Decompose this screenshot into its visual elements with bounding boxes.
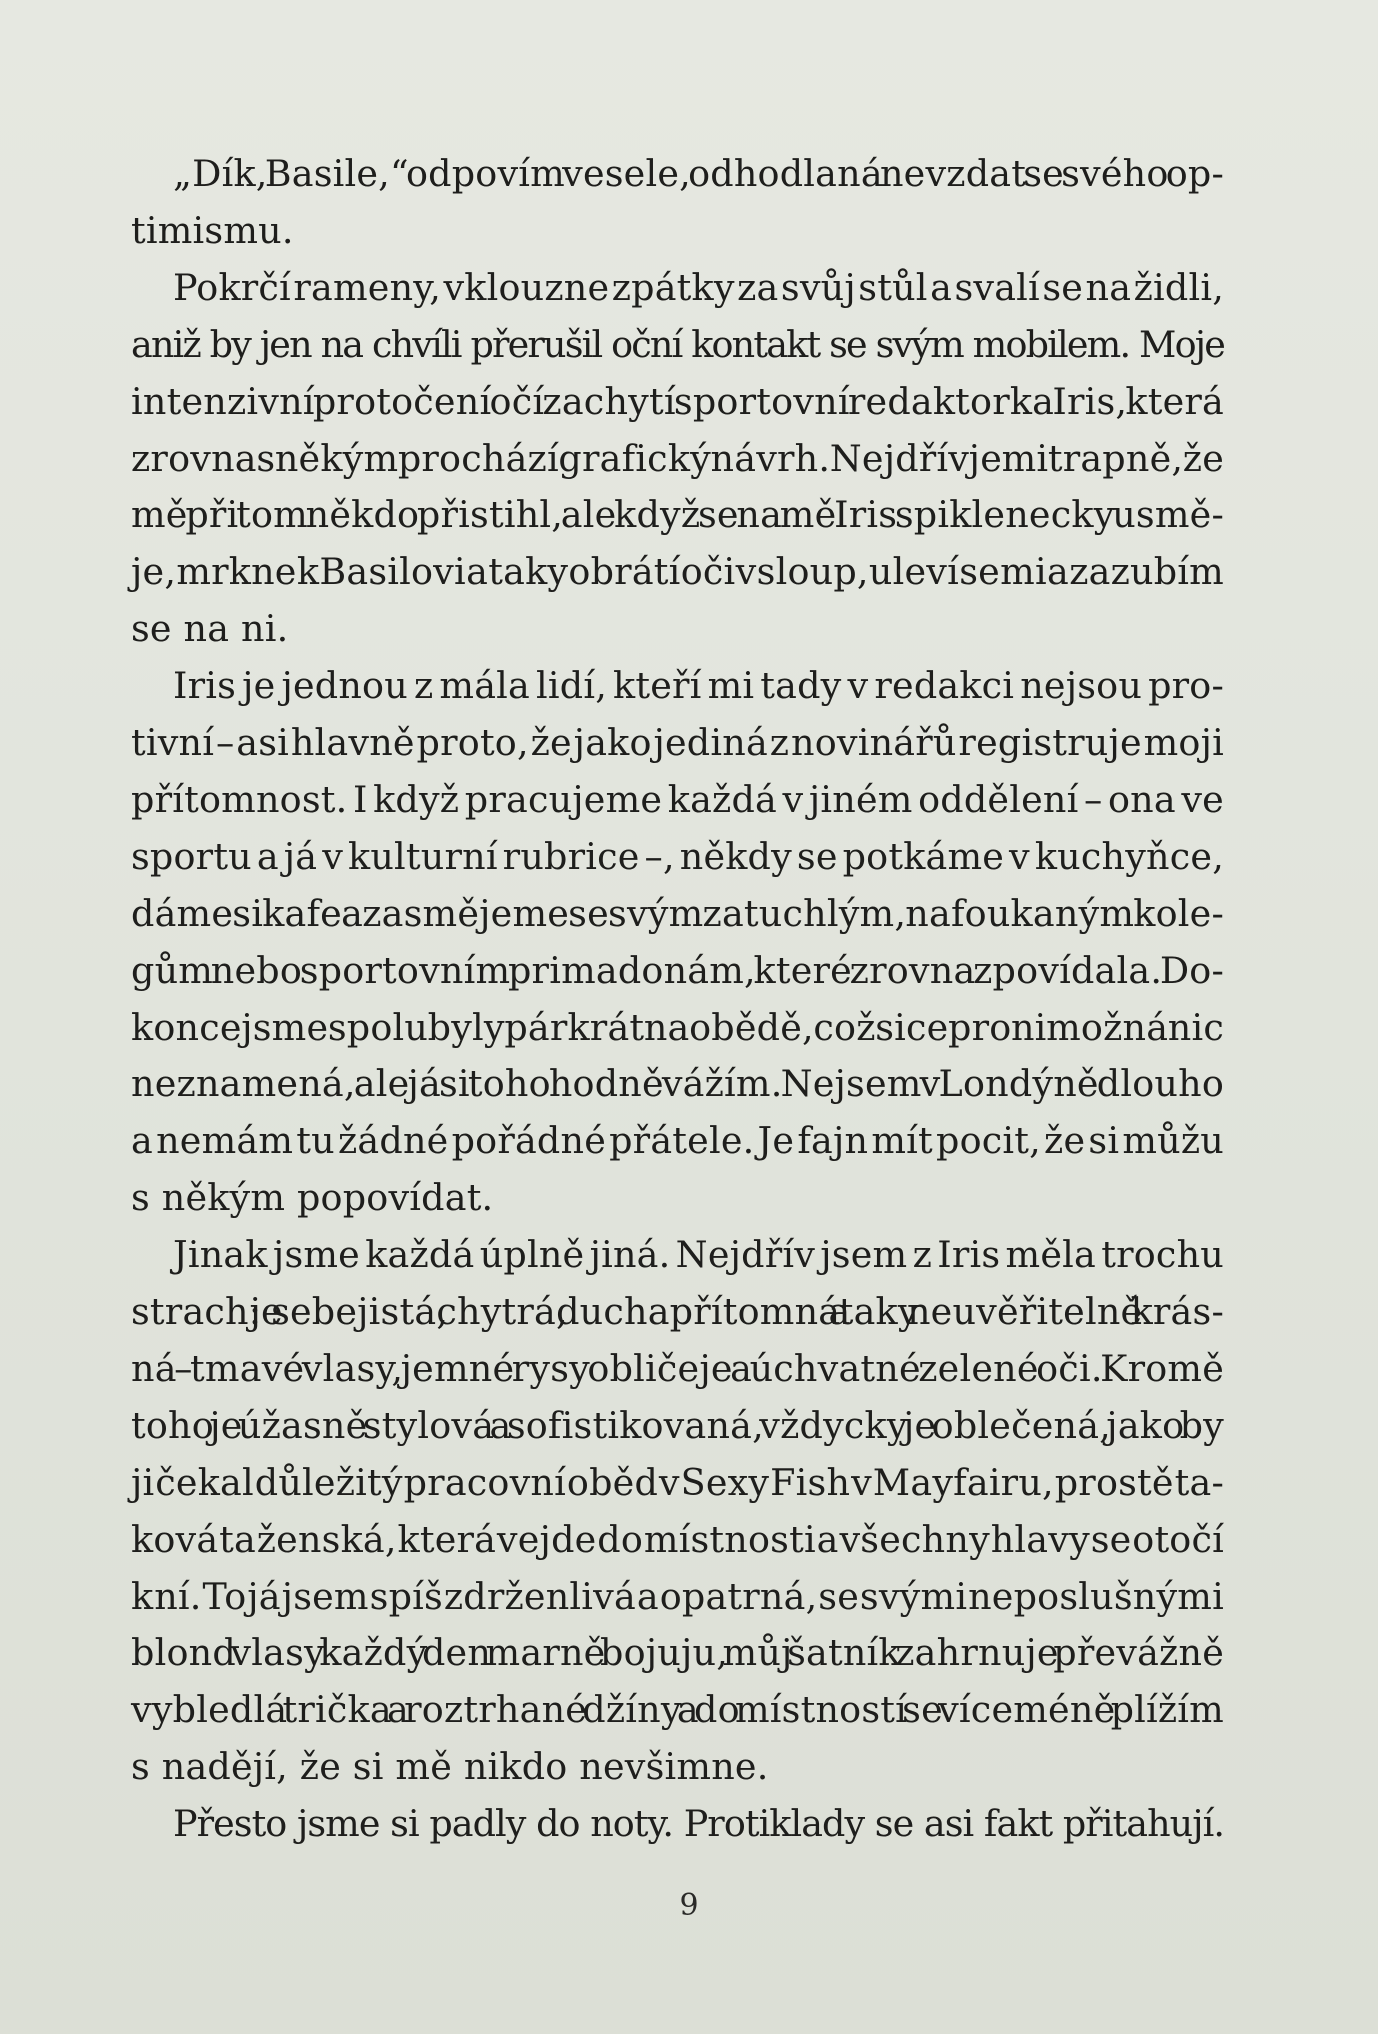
- text-line: mě při tom někdo přistihl, ale když se na mě Iris spiklenecky usmě-: [131, 493, 1224, 537]
- text-line: neznamená, ale já si toho hodně vážím. Nejsem v Londýně dlouho: [131, 1062, 1224, 1106]
- text-line: ná – tmavé vlasy, jemné rysy obličeje a úchvatné zelené oči. Kromě: [131, 1346, 1224, 1390]
- text-line: a nemám tu žádné pořádné přátele. Je fajn mít pocit, že si můžu: [131, 1119, 1224, 1163]
- text-line: sportu a já v kulturní rubrice –, někdy se potkáme v kuchyňce,: [131, 834, 1224, 878]
- page-number: 9: [679, 1888, 699, 1923]
- text-line: Pokrčí rameny, vklouzne zpátky za svůj stůl a svalí se na židli,: [173, 265, 1224, 309]
- text-line: gům nebo sportovním primadonám, které zrovna zpovídala. Do-: [131, 948, 1224, 992]
- text-line: Jinak jsme každá úplně jiná. Nejdřív jsem z Iris měla trochu: [173, 1233, 1224, 1277]
- text-line: Iris je jednou z mála lidí, kteří mi tady v redakci nejsou pro-: [173, 664, 1224, 708]
- text-line: toho je úžasně stylová a sofistikovaná, vždycky je oblečená, jako by: [131, 1403, 1224, 1447]
- text-line: s někým popovídat.: [131, 1176, 494, 1220]
- text-line: se na ni.: [131, 607, 289, 651]
- text-line: strach: je sebejistá, chytrá, duchapřítomná a taky neuvěřitelně krás-: [131, 1290, 1224, 1333]
- text-line: blond vlasy každý den marně bojuju, můj šatník zahrnuje převážně: [131, 1631, 1224, 1675]
- text-line: přítomnost. I když pracujeme každá v jiném oddělení – ona ve: [131, 777, 1224, 821]
- text-line: je, mrkne k Basilovi a taky obrátí oči v sloup, uleví se mi a zazubím: [131, 550, 1224, 594]
- text-line: Přesto jsme si padly do noty. Protiklady se asi fakt přitahují.: [173, 1802, 1224, 1846]
- text-line: k ní. To já jsem spíš zdrženlivá a opatrná, se svými neposlušnými: [131, 1574, 1224, 1618]
- text-line: tivní – asi hlavně proto, že jako jediná z novinářů registruje moji: [131, 721, 1224, 764]
- text-line: „Dík, Basile,“ odpovím vesele, odhodlaná nevzdat se svého op-: [173, 152, 1224, 195]
- text-line: timismu.: [131, 208, 294, 252]
- text-line: zrovna s někým prochází grafický návrh. Nejdřív je mi trapně, že: [131, 436, 1224, 480]
- text-line: ji čekal důležitý pracovní oběd v Sexy Fish v Mayfairu, prostě ta-: [131, 1460, 1224, 1504]
- text-line: konce jsme spolu byly párkrát na obědě, což sice pro ni možná nic: [131, 1005, 1224, 1049]
- text-line: dáme si kafe a zasmějeme se svým zatuchlým, nafoukaným kole-: [131, 891, 1224, 935]
- text-line: ková ta ženská, která vejde do místnosti a všechny hlavy se otočí: [131, 1517, 1224, 1561]
- text-line: aniž by jen na chvíli přerušil oční kontakt se svým mobilem. Moje: [131, 322, 1225, 366]
- text-line: s nadějí, že si mě nikdo nevšimne.: [131, 1745, 769, 1789]
- text-line: vybledlá trička a roztrhané džíny a do místností se víceméně plížím: [131, 1688, 1224, 1732]
- text-line: intenzivní protočení očí zachytí sportovní redaktorka Iris, která: [131, 379, 1224, 423]
